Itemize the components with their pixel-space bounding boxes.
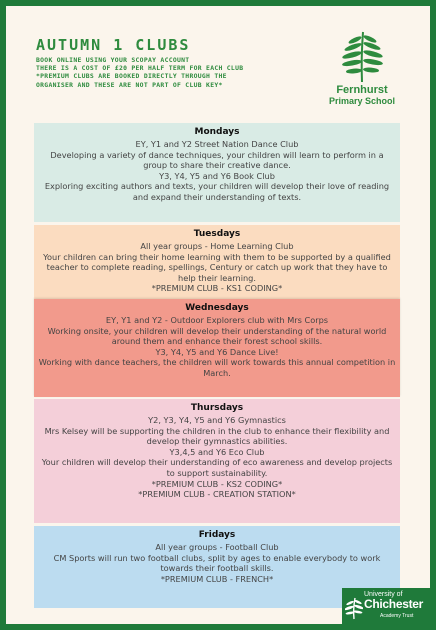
university-mark-icon	[345, 596, 363, 620]
wednesday-section	[34, 299, 400, 397]
school-subtitle: Primary School	[328, 96, 396, 106]
trust-logo	[342, 588, 436, 630]
thursday-section	[34, 399, 400, 523]
monday-section	[34, 123, 400, 222]
premium-club: *PREMIUM CLUB - FRENCH*	[160, 573, 274, 584]
fern-leaf-icon	[339, 28, 385, 84]
trust-logo-line3: Academy Trust	[380, 613, 414, 619]
premium-note-line: ORGANISER AND THESE ARE NOT PART OF CLUB KEY*	[36, 80, 223, 89]
club-name: Y3,4,5 and Y6 Eco Club	[169, 446, 265, 457]
club-description: Mrs Kelsey will be supporting the children in the club to enhance their flexibility and develop their gymnastics abilities.	[44, 425, 390, 447]
day-title: Wednesdays	[185, 303, 249, 313]
day-title: Mondays	[194, 127, 240, 137]
tuesday-section	[34, 225, 400, 303]
school-name: Fernhurst	[336, 84, 388, 96]
club-name: All year groups - Home Learning Club	[140, 241, 294, 251]
day-title: Fridays	[198, 530, 236, 540]
club-name: EY, Y1 and Y2 Street Nation Dance Club	[135, 139, 299, 149]
club-poster	[6, 6, 430, 624]
club-name: Y2, Y3, Y4, Y5 and Y6 Gymnastics	[148, 415, 286, 425]
club-description: Exploring exciting authors and texts, your children will develop their love of reading and expand their understanding of texts.	[44, 181, 390, 202]
club-description: CM Sports will run two football clubs, split by ages to enable everybody to work towards their football skills.	[53, 552, 381, 574]
premium-club: *PREMIUM CLUB - CREATION STATION*	[138, 489, 296, 500]
club-name: EY, Y1 and Y2 - Outdoor Explorers club with Mrs Corps	[105, 315, 329, 325]
club-description: Working with dance teachers, the children will work towards this annual competition in March.	[38, 357, 396, 378]
club-description: Developing a variety of dance techniques, your children will learn to perform in a group to share their creative dance.	[50, 149, 384, 171]
booking-line: BOOK ONLINE USING YOUR SCOPAY ACCOUNT	[36, 56, 190, 64]
day-title: Tuesdays	[193, 229, 241, 239]
poster-title: AUTUMN 1 CLUBS	[36, 36, 191, 54]
club-description: Your children can bring their home learning with them to be supported by a qualified teacher to complete reading, spellings, Century or catch up work that they have to help their learning.	[43, 251, 391, 283]
premium-note-line: *PREMIUM CLUBS ARE BOOKED DIRECTLY THROUGH THE	[36, 72, 227, 81]
premium-club: *PREMIUM CLUB - KS2 CODING*	[151, 478, 283, 489]
booking-info	[36, 56, 306, 89]
school-logo	[322, 28, 402, 106]
club-name: Y3, Y4, Y5 and Y6 Dance Live!	[155, 346, 279, 357]
club-description: Your children will develop their understanding of eco awareness and develop projects to support sustainability.	[41, 457, 393, 478]
cost-line: THERE IS A COST OF £20 PER HALF TERM FOR EACH CLUB	[36, 64, 244, 73]
club-description: Working onsite, your children will develop their understanding of the natural world around them and enhance their forest school skills.	[47, 325, 387, 347]
trust-logo-line2: Chichester	[364, 597, 424, 611]
club-name: Y3, Y4, Y5 and Y6 Book Club	[159, 170, 275, 181]
day-title: Thursdays	[190, 403, 244, 413]
club-name: All year groups - Football Club	[155, 542, 279, 552]
trust-logo-line1: University of	[364, 591, 403, 598]
premium-club: *PREMIUM CLUB - KS1 CODING*	[151, 283, 283, 294]
